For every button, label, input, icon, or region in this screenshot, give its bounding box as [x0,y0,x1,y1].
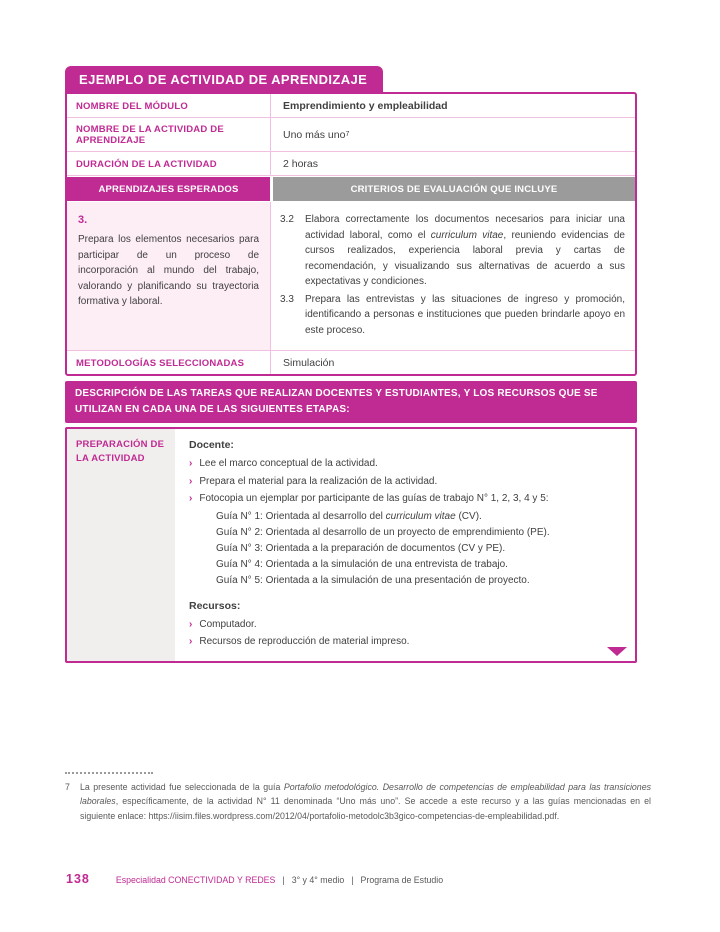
chevron-bullet-icon: › [189,458,193,469]
learning-table-header [67,175,635,202]
footer-program: Programa de Estudio [360,875,444,885]
preparation-details-cell [175,429,635,661]
duration-label: DURACIÓN DE LA ACTIVIDAD [76,158,217,170]
module-name-value: Emprendimiento y empleabilidad [270,94,635,117]
recursos-bullet-list [189,617,619,650]
table-row [67,151,635,175]
learning-table-body [67,202,635,350]
guia-item [216,525,619,541]
chevron-bullet-icon: › [189,636,193,647]
guia-text-pre: Guía N° 5: Orientada a la simulación de una presentación de proyecto. [216,574,530,586]
expected-learning-cell [67,202,270,350]
criterion-text-pre: Elabora correctamente los documentos necesarios para iniciar una actividad laboral, como el [305,214,625,241]
chevron-bullet-icon: › [189,618,193,630]
activity-info-table [65,92,637,376]
footnote-text-pre: La presente actividad fue seleccionada de la guía [80,782,284,792]
list-item-text: Fotocopia un ejemplar por participante de las guías de trabajo N° 1, 2, 3, 4 y 5: [199,493,549,504]
methodology-value: Simulación [270,351,635,374]
guia-text-pre: Guía N° 3: Orientada a la preparación de documentos (CV y PE). [216,542,506,554]
footer-specialty: Especialidad CONECTIVIDAD Y REDES [115,875,276,885]
guia-item [216,509,619,525]
chevron-bullet-icon: › [189,493,193,504]
docente-bullet-list [189,456,619,507]
criterion-text-post: , reuniendo evidencias de cursos realizados, experiencia laboral previa y cartas de recomendación, y visualizando sus alternativas de acuerdo a sus expectativas y condiciones. [305,229,625,287]
methodology-label: METODOLOGÍAS SELECCIONADAS [76,357,245,369]
footnote-body [65,780,651,823]
footer-separator: | [282,875,285,885]
expected-learning-text: Prepara los elementos necesarios para participar de un proceso de incorporación al mundo del trabajo, valorando y planificando su trayectoria formativa y laboral. [78,234,259,308]
footnote-text [80,780,651,823]
list-item [189,456,619,472]
tasks-description-banner: DESCRIPCIÓN DE LAS TAREAS QUE REALIZAN DOCENTES Y ESTUDIANTES, Y LOS RECURSOS QUE SE UTILIZAN EN CADA UNA DE LAS SIGUIENTES ETAPAS: [65,381,637,423]
footnote-text-post: , específicamente, de la actividad N° 11 denominada “Uno más uno”. Se accede a este recurso y a las guías mencionadas en el siguiente enlace: https://iisim.files.wordpress.com/2012/04/portafolio-metodolc3b3gico-competencias-de-empleabilidad.pdf. [80,796,651,821]
expected-learning-header: APRENDIZAJES ESPERADOS [67,177,270,201]
activity-name-text: Uno más uno [283,129,346,141]
list-item [189,474,619,490]
guia-text-pre: Guía N° 1: Orientada al desarrollo del [216,510,386,522]
footnote-number: 7 [65,782,70,792]
duration-value: 2 horas [270,152,635,175]
criterion-text [305,292,625,339]
criterion-number: 3.2 [280,214,294,225]
footer-separator: | [351,875,354,885]
continuation-triangle-icon [607,647,627,656]
table-row [67,350,635,374]
criterion-item [280,212,625,290]
list-item-text: Recursos de reproducción de material impreso. [199,636,410,647]
guia-text-post: (CV). [455,510,482,522]
activity-title-banner: EJEMPLO DE ACTIVIDAD DE APRENDIZAJE [65,66,383,92]
guia-item [216,557,619,573]
criterion-text-pre: Prepara las entrevistas y las situaciones de ingreso y promoción, identificando a personas e instituciones que pueden brindarle apoyo en este proceso. [305,293,625,336]
guia-text-pre: Guía N° 4: Orientada a la simulación de una entrevista de trabajo. [216,558,508,570]
evaluation-criteria-header: CRITERIOS DE EVALUACIÓN QUE INCLUYE [273,177,635,201]
table-row [67,117,635,151]
docente-section-label: Docente: [189,439,234,451]
guias-list [216,509,619,589]
list-item-text: Lee el marco conceptual de la actividad. [199,458,378,469]
guia-item [216,573,619,589]
main-content [65,66,637,663]
criterion-text [305,212,625,290]
table-row [67,94,635,117]
preparation-stage-label: PREPARACIÓN DE LA ACTIVIDAD [67,429,175,661]
criterion-item [280,292,625,339]
guia-item [216,541,619,557]
footnote-source-title: Portafolio metodológico. Desarrollo de competencias de empleabilidad para las transiciones laborales [80,782,651,807]
activity-name-value: Uno más uno 7 [270,118,635,151]
list-item [189,634,619,650]
criteria-cell [270,202,635,350]
activity-name-label: NOMBRE DE LA ACTIVIDAD DE APRENDIZAJE [76,124,224,146]
page-number: 138 [66,872,90,886]
criterion-number: 3.3 [280,293,294,305]
list-item-text: Computador. [199,618,257,630]
footer-grade: 3° y 4° medio [291,875,345,885]
chevron-bullet-icon: › [189,475,193,487]
footnote-block [65,772,651,823]
list-item [189,617,619,633]
preparation-table [65,427,637,663]
guia-text-italic: curriculum vitae [385,510,456,522]
guia-text-pre: Guía N° 2: Orientada al desarrollo de un proyecto de emprendimiento (PE). [216,526,550,538]
footnote-divider [65,772,153,774]
recursos-section-label: Recursos: [189,599,241,612]
page-footer [66,872,443,886]
criterion-text-italic: curriculum vitae [430,229,504,241]
expected-learning-number: 3. [78,214,88,226]
module-name-label: NOMBRE DEL MÓDULO [76,100,188,112]
list-item-text: Prepara el material para la realización de la actividad. [199,475,438,487]
list-item [189,491,619,507]
